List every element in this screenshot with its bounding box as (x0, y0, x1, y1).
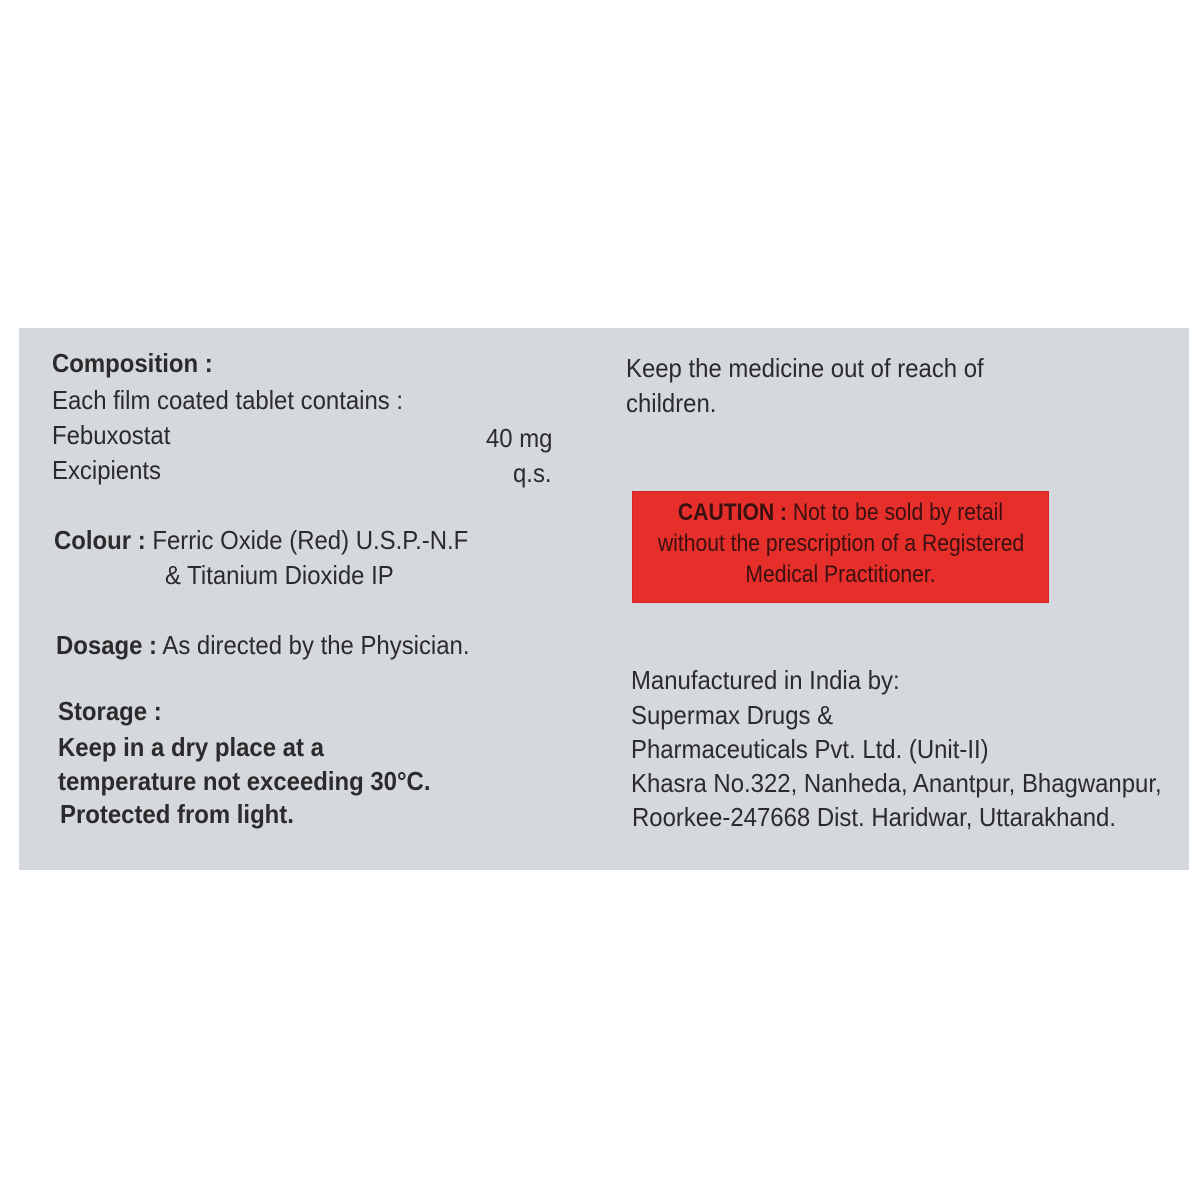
manufacturer-line: Roorkee-247668 Dist. Haridwar, Uttarakhand. (632, 802, 1116, 832)
composition-heading: Composition : (52, 348, 213, 378)
ingredient-amount: 40 mg (486, 423, 553, 453)
caution-line1 (658, 497, 1023, 528)
storage-line: temperature not exceeding 30°C. (58, 766, 431, 796)
caution-line3: Medical Practitioner. (745, 561, 936, 588)
manufacturer-line: Supermax Drugs & (631, 700, 834, 730)
colour-label: Colour : (54, 525, 146, 555)
colour-row (54, 525, 468, 555)
manufacturer-line: Khasra No.322, Nanheda, Anantpur, Bhagwanpur, (631, 768, 1162, 798)
caution-label: CAUTION : (677, 499, 788, 526)
ingredient-amount: q.s. (513, 458, 552, 488)
dosage-text: As directed by the Physician. (162, 630, 470, 660)
colour-line1: Ferric Oxide (Red) U.S.P.-N.F (152, 525, 469, 555)
dosage-label: Dosage : (56, 630, 158, 660)
warning-line: children. (626, 388, 717, 418)
ingredient-name: Febuxostat (52, 420, 171, 450)
colour-line2: & Titanium Dioxide IP (165, 560, 394, 590)
warning-line: Keep the medicine out of reach of (626, 353, 984, 383)
manufacturer-line: Pharmaceuticals Pvt. Ltd. (Unit-II) (631, 734, 989, 764)
storage-line: Keep in a dry place at a (58, 732, 324, 762)
storage-heading: Storage : (58, 696, 162, 726)
manufacturer-line: Manufactured in India by: (631, 665, 900, 695)
caution-line2: without the prescription of a Registered (657, 530, 1025, 557)
caution-box (632, 491, 1049, 603)
dosage-row (56, 630, 469, 660)
ingredient-name: Excipients (52, 455, 162, 485)
caution-text: Not to be sold by retail (792, 499, 1004, 526)
storage-line: Protected from light. (60, 799, 294, 829)
composition-intro: Each film coated tablet contains : (52, 385, 404, 415)
medicine-label-panel (19, 328, 1189, 870)
